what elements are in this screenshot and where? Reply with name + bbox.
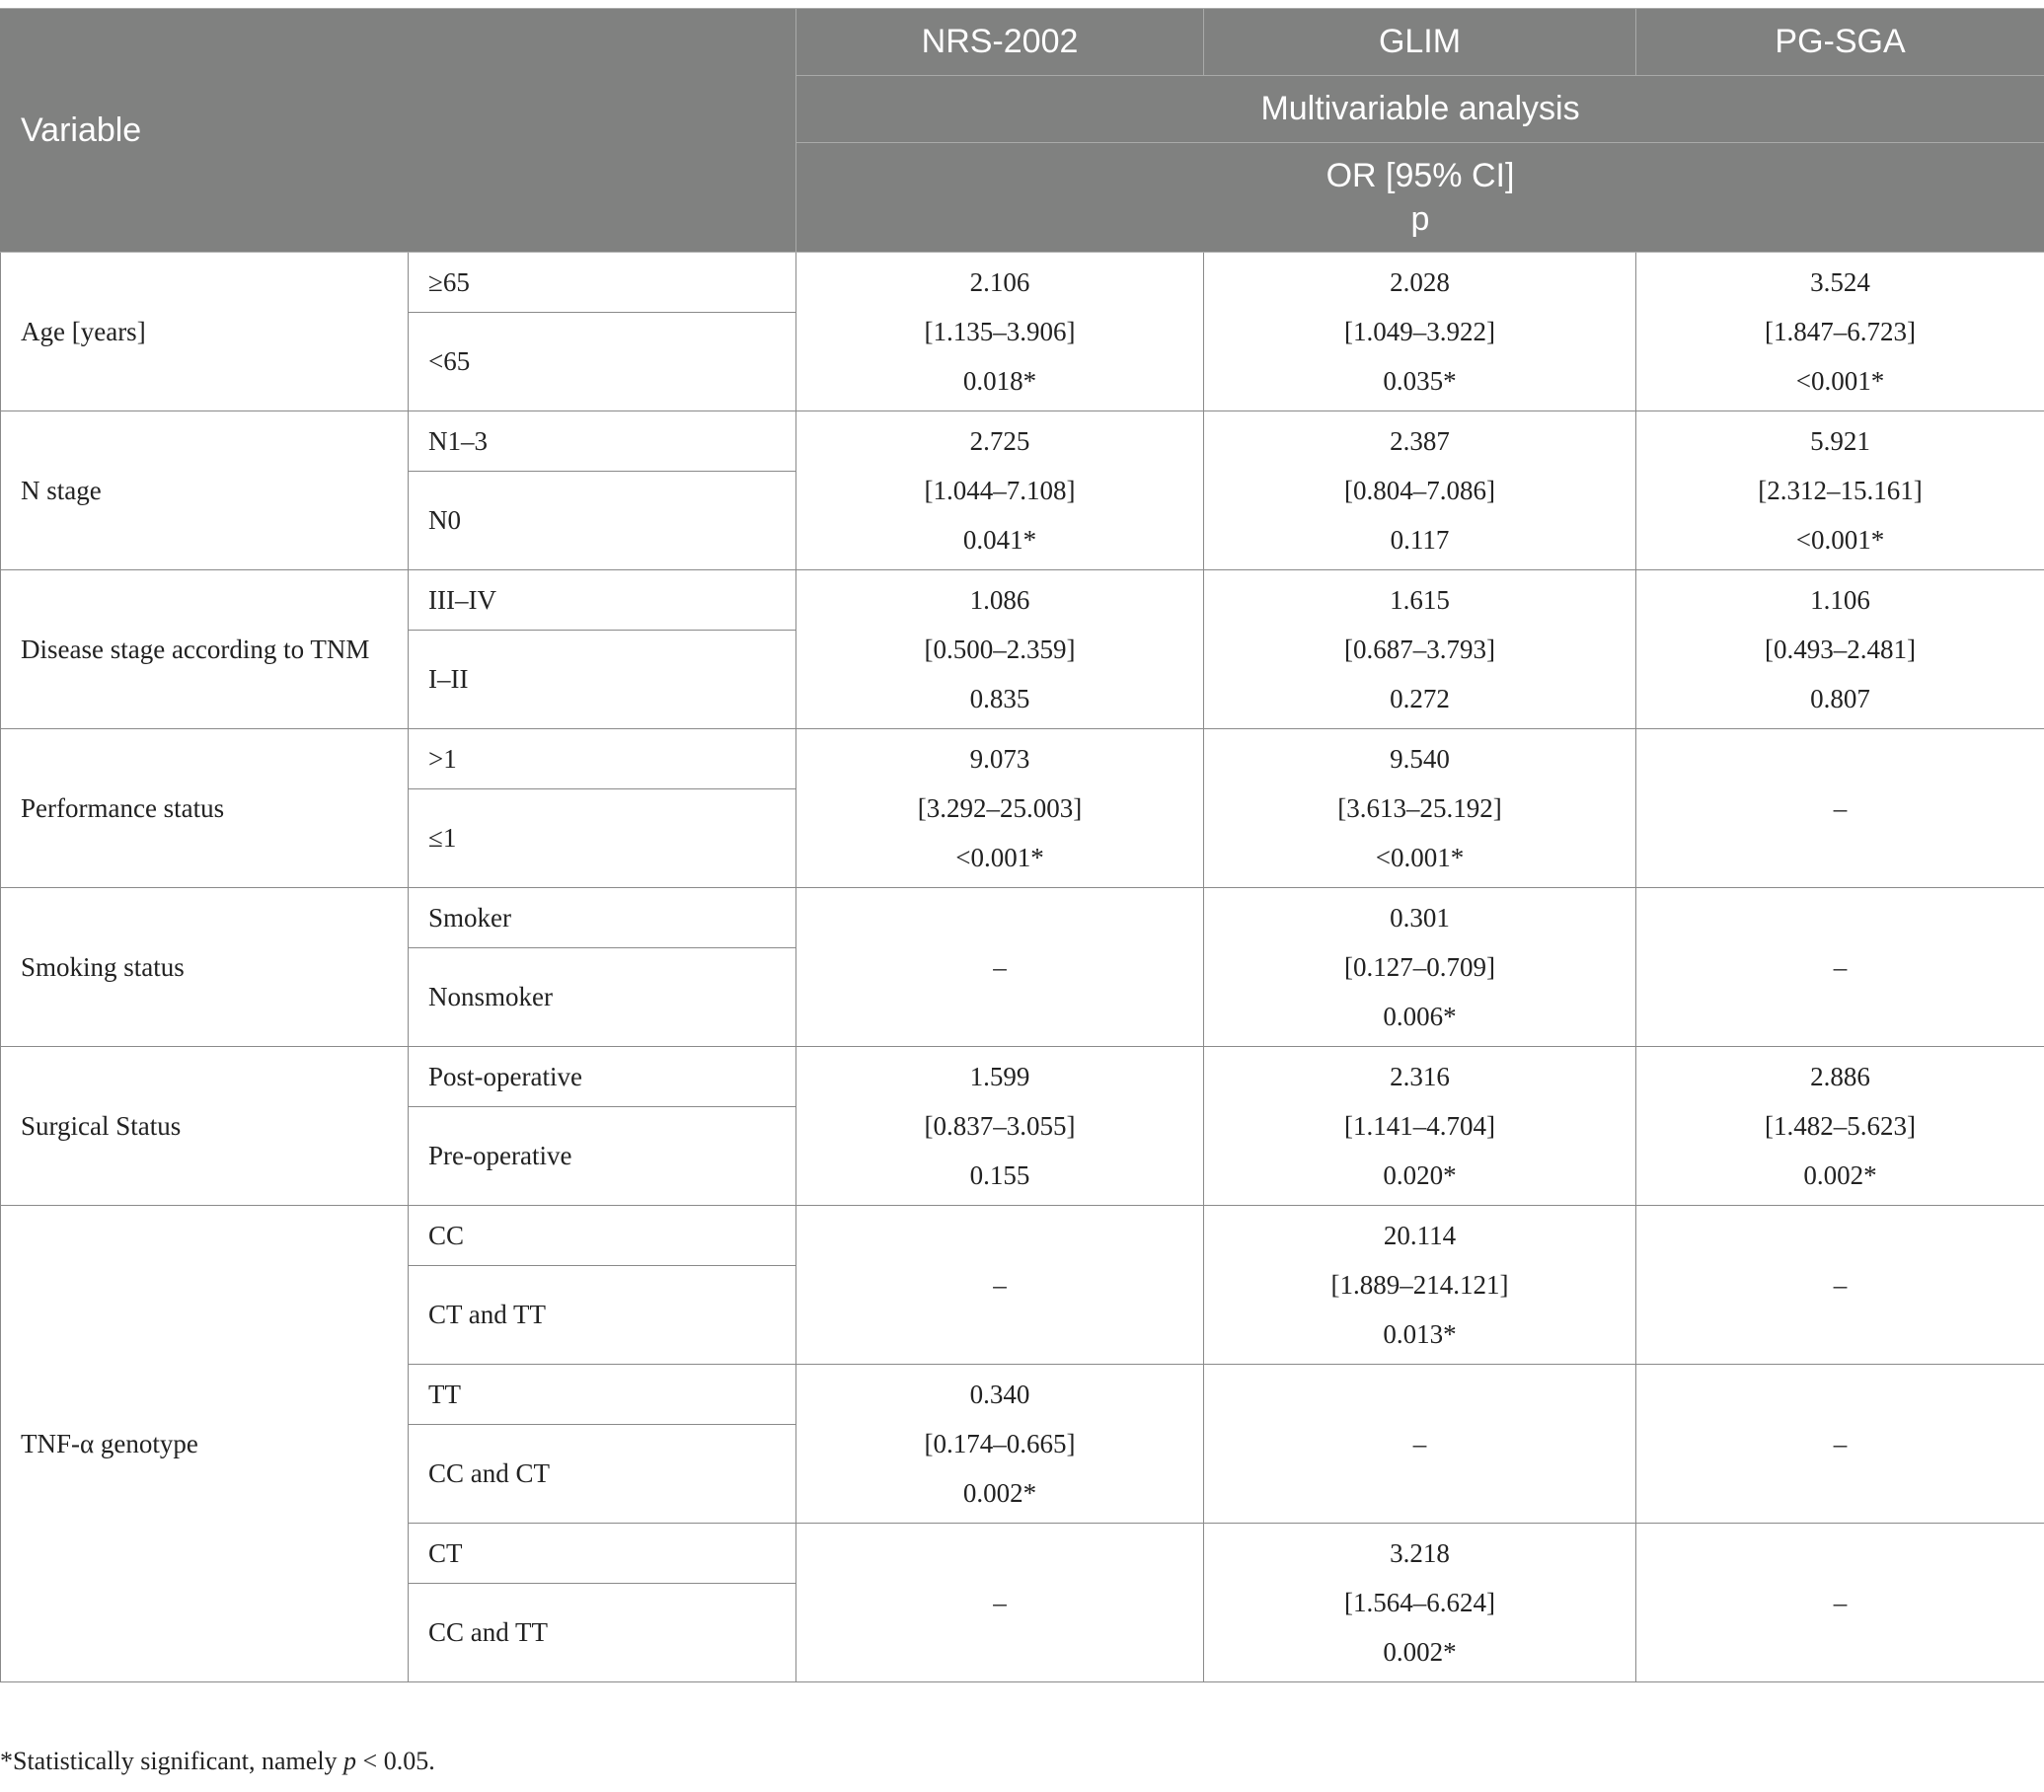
cell-pgsga: –	[1636, 888, 2044, 1047]
p-value: 0.807	[1810, 684, 1870, 713]
odds-ratio: 2.106	[969, 267, 1030, 297]
p-value: 0.041*	[962, 525, 1037, 555]
confidence-interval: [0.500–2.359]	[924, 635, 1076, 664]
row-level: N1–3	[409, 411, 796, 472]
row-level: CC and CT	[409, 1425, 796, 1524]
confidence-interval: [0.493–2.481]	[1765, 635, 1916, 664]
table-header	[1, 9, 2044, 253]
cell-nrs2002: –	[796, 1524, 1204, 1682]
confidence-interval: [0.174–0.665]	[924, 1429, 1076, 1458]
cell-glim	[1204, 1047, 1636, 1206]
cell-glim	[1204, 888, 1636, 1047]
confidence-interval: [1.482–5.623]	[1765, 1111, 1916, 1141]
row-level: ≥65	[409, 253, 796, 313]
footnote-p: p	[343, 1747, 357, 1775]
confidence-interval: [3.613–25.192]	[1337, 793, 1502, 823]
p-value: 0.035*	[1383, 366, 1457, 396]
header-metric-label: OR [95% CI]	[1325, 157, 1515, 194]
cell-pgsga	[1636, 1047, 2044, 1206]
p-value: 0.272	[1390, 684, 1450, 713]
cell-nrs2002: –	[796, 1206, 1204, 1365]
row-level: N0	[409, 472, 796, 570]
cell-nrs2002	[796, 729, 1204, 888]
cell-nrs2002: –	[796, 888, 1204, 1047]
row-level: CC and TT	[409, 1584, 796, 1682]
cell-pgsga: –	[1636, 1206, 2044, 1365]
odds-ratio: 1.106	[1810, 585, 1870, 615]
row-variable: Smoking status	[1, 888, 409, 1047]
confidence-interval: [0.687–3.793]	[1344, 635, 1495, 664]
odds-ratio: 2.387	[1390, 426, 1450, 456]
odds-ratio: 20.114	[1383, 1221, 1457, 1250]
p-value: 0.018*	[962, 366, 1037, 396]
cell-nrs2002	[796, 570, 1204, 729]
cell-pgsga: –	[1636, 729, 2044, 888]
row-level: I–II	[409, 631, 796, 729]
confidence-interval: [1.889–214.121]	[1330, 1270, 1509, 1300]
confidence-interval: [0.127–0.709]	[1344, 952, 1495, 982]
odds-ratio: 2.028	[1390, 267, 1450, 297]
row-level: Nonsmoker	[409, 948, 796, 1047]
row-variable: Disease stage according to TNM	[1, 570, 409, 729]
p-value: 0.155	[969, 1160, 1030, 1190]
p-value: 0.002*	[1803, 1160, 1877, 1190]
row-level: Smoker	[409, 888, 796, 948]
cell-glim	[1204, 253, 1636, 411]
odds-ratio: 0.340	[969, 1380, 1030, 1409]
p-value: 0.835	[969, 684, 1030, 713]
confidence-interval: [1.135–3.906]	[924, 317, 1076, 346]
p-value: <0.001*	[1375, 843, 1465, 872]
row-variable: N stage	[1, 411, 409, 570]
cell-pgsga	[1636, 570, 2044, 729]
table-body	[1, 253, 2044, 1682]
p-value: <0.001*	[1795, 366, 1885, 396]
cell-glim	[1204, 1524, 1636, 1682]
p-value: 0.020*	[1383, 1160, 1457, 1190]
cell-pgsga	[1636, 253, 2044, 411]
footnote-suffix: < 0.05.	[356, 1747, 435, 1775]
confidence-interval: [1.141–4.704]	[1344, 1111, 1495, 1141]
confidence-interval: [0.837–3.055]	[924, 1111, 1076, 1141]
odds-ratio: 1.615	[1390, 585, 1450, 615]
row-level: Pre-operative	[409, 1107, 796, 1206]
row-level: >1	[409, 729, 796, 789]
confidence-interval: [1.049–3.922]	[1344, 317, 1495, 346]
row-variable: Performance status	[1, 729, 409, 888]
header-tool-nrs2002: NRS-2002	[796, 9, 1204, 76]
row-level: Post-operative	[409, 1047, 796, 1107]
row-variable: Surgical Status	[1, 1047, 409, 1206]
row-level: <65	[409, 313, 796, 411]
cell-nrs2002	[796, 1047, 1204, 1206]
cell-glim	[1204, 411, 1636, 570]
confidence-interval: [1.847–6.723]	[1765, 317, 1916, 346]
row-level: CC	[409, 1206, 796, 1266]
header-metric	[796, 143, 2044, 253]
cell-glim	[1204, 570, 1636, 729]
header-tool-pgsga: PG-SGA	[1636, 9, 2044, 76]
confidence-interval: [1.564–6.624]	[1344, 1588, 1495, 1617]
row-level: CT	[409, 1524, 796, 1584]
p-value: 0.006*	[1383, 1002, 1457, 1031]
p-value: <0.001*	[955, 843, 1044, 872]
odds-ratio: 1.599	[969, 1062, 1030, 1091]
cell-pgsga: –	[1636, 1524, 2044, 1682]
odds-ratio: 9.540	[1390, 744, 1450, 774]
cell-nrs2002	[796, 253, 1204, 411]
footnote-prefix: *Statistically significant, namely	[0, 1747, 344, 1775]
row-level: CT and TT	[409, 1266, 796, 1365]
cell-glim	[1204, 729, 1636, 888]
row-level: TT	[409, 1365, 796, 1425]
row-variable: Age [years]	[1, 253, 409, 411]
row-variable: TNF-α genotype	[1, 1206, 409, 1682]
odds-ratio-table	[0, 8, 2044, 1682]
odds-ratio: 3.524	[1810, 267, 1870, 297]
odds-ratio: 2.316	[1390, 1062, 1450, 1091]
odds-ratio: 1.086	[969, 585, 1030, 615]
header-analysis: Multivariable analysis	[796, 76, 2044, 143]
confidence-interval: [1.044–7.108]	[924, 476, 1076, 505]
odds-ratio: 0.301	[1390, 903, 1450, 933]
odds-ratio: 2.886	[1810, 1062, 1870, 1091]
row-level: ≤1	[409, 789, 796, 888]
table-footnote	[0, 1747, 435, 1776]
odds-ratio: 2.725	[969, 426, 1030, 456]
odds-ratio: 9.073	[969, 744, 1030, 774]
confidence-interval: [3.292–25.003]	[917, 793, 1083, 823]
odds-ratio: 5.921	[1810, 426, 1870, 456]
cell-nrs2002	[796, 1365, 1204, 1524]
cell-pgsga: –	[1636, 1365, 2044, 1524]
cell-pgsga	[1636, 411, 2044, 570]
header-variable: Variable	[1, 9, 796, 253]
cell-glim	[1204, 1206, 1636, 1365]
confidence-interval: [0.804–7.086]	[1344, 476, 1495, 505]
header-p-label: p	[1410, 200, 1430, 238]
odds-ratio: 3.218	[1390, 1538, 1450, 1568]
p-value: 0.002*	[962, 1478, 1037, 1508]
p-value: <0.001*	[1795, 525, 1885, 555]
p-value: 0.002*	[1383, 1637, 1457, 1667]
cell-glim: –	[1204, 1365, 1636, 1524]
header-tool-glim: GLIM	[1204, 9, 1636, 76]
row-level: III–IV	[409, 570, 796, 631]
cell-nrs2002	[796, 411, 1204, 570]
p-value: 0.013*	[1383, 1319, 1457, 1349]
confidence-interval: [2.312–15.161]	[1758, 476, 1923, 505]
p-value: 0.117	[1390, 525, 1450, 555]
